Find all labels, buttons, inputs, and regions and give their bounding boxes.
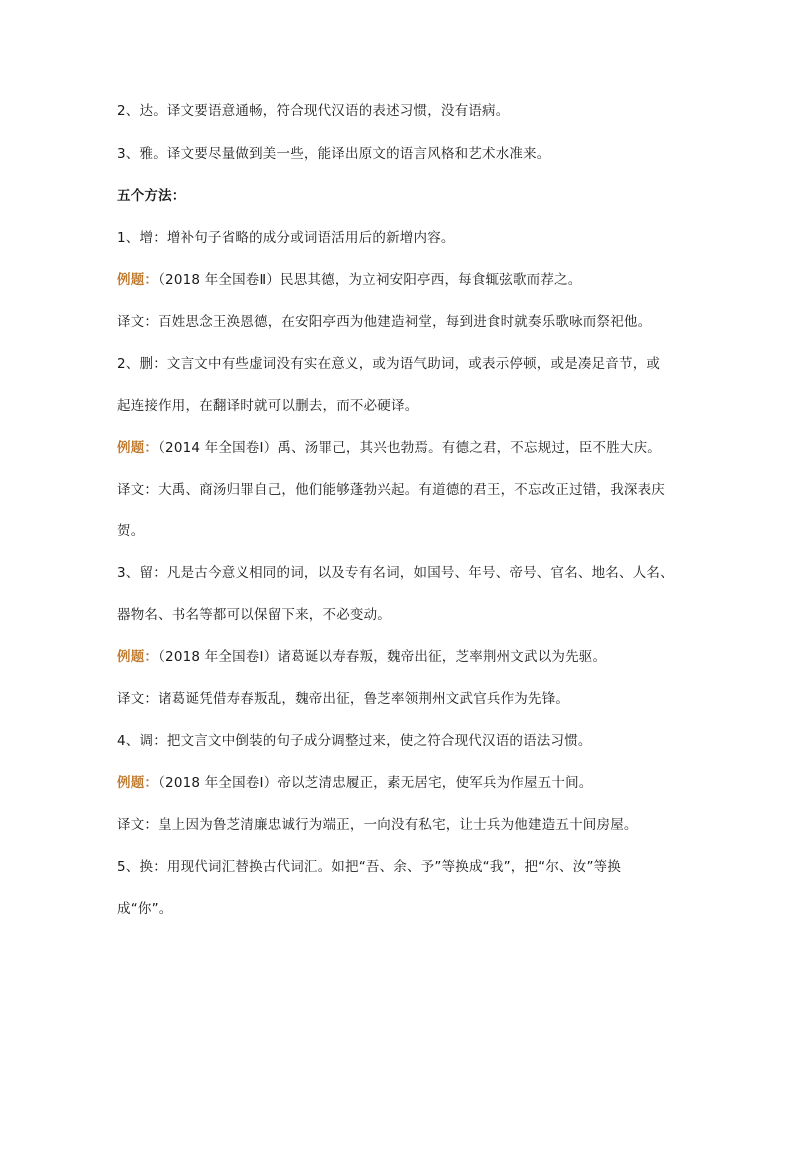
example-label: 例题：: [117, 440, 159, 456]
example-line: [117, 438, 661, 458]
method-liu: 3、留：凡是古今意义相同的词，以及专有名词，如国号、年号、帝号、官名、地名、人名、: [117, 565, 674, 581]
method-huan-cont: 成“你”。: [117, 901, 173, 917]
method-huan: 5、换：用现代词汇替换古代词汇。如把“吾、余、予”等换成“我”，把“尔、汝”等换: [117, 859, 622, 875]
example-text: （2018 年全国卷Ⅰ）帝以芝清忠履正，素无居宅，使军兵为作屋五十间。: [158, 775, 593, 791]
method-shan: 2、删：文言文中有些虚词没有实在意义，或为语气助词，或表示停顿，或是凑足音节，或: [117, 356, 661, 372]
example-line: [117, 647, 606, 667]
principle-da: 2、达。译文要语意通畅，符合现代汉语的表述习惯，没有语病。: [117, 103, 510, 119]
method-shan-cont: 起连接作用，在翻译时就可以删去，而不必硬译。: [117, 398, 419, 414]
principle-ya: 3、雅。译文要尽量做到美一些，能译出原文的语言风格和艺术水准来。: [117, 146, 551, 162]
translation-line: 译文：大禹、商汤归罪自己，他们能够蓬勃兴起。有道德的君王，不忘改正过错，我深表庆: [117, 482, 665, 498]
example-label: 例题：: [117, 649, 159, 665]
translation-line: 译文：百姓思念王涣恩德，在安阳亭西为他建造祠堂，每到进食时就奏乐歌咏而祭祀他。: [117, 314, 652, 330]
example-text: （2018 年全国卷Ⅱ）民思其德，为立祠安阳亭西，每食辄弦歌而荐之。: [158, 272, 582, 288]
translation-line: 译文：诸葛诞凭借寿春叛乱，魏帝出征，鲁芝率领荆州文武官兵作为先锋。: [117, 691, 570, 707]
example-line: [117, 270, 581, 290]
section-heading: 五个方法：: [117, 188, 186, 204]
example-label: 例题：: [117, 272, 159, 288]
method-liu-cont: 器物名、书名等都可以保留下来，不必变动。: [117, 607, 391, 623]
example-text: （2018 年全国卷Ⅰ）诸葛诞以寿春叛，魏帝出征，芝率荆州文武以为先驱。: [158, 649, 607, 665]
example-text: （2014 年全国卷Ⅰ）禹、汤罪己，其兴也勃焉。有德之君，不忘规过，臣不胜大庆。: [158, 440, 661, 456]
translation-line: 译文：皇上因为鲁芝清廉忠诚行为端正，一向没有私宅，让士兵为他建造五十间房屋。: [117, 817, 638, 833]
method-zeng: 1、增：增补句子省略的成分或词语活用后的新增内容。: [117, 230, 455, 246]
translation-line-cont: 贺。: [117, 523, 145, 539]
method-tiao: 4、调：把文言文中倒装的句子成分调整过来，使之符合现代汉语的语法习惯。: [117, 733, 592, 749]
example-label: 例题：: [117, 775, 159, 791]
example-line: [117, 773, 593, 793]
